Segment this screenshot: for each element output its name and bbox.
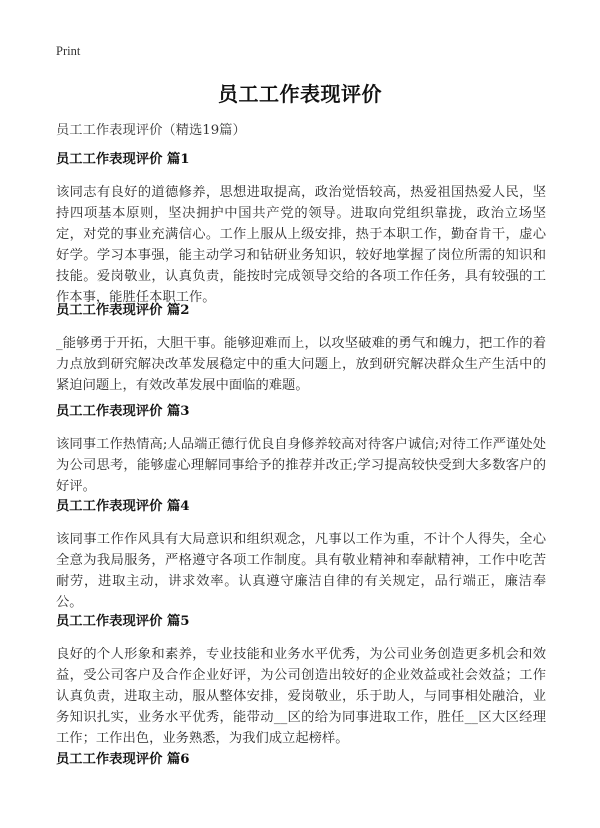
section-heading: 员工工作表现评价 篇1 — [56, 152, 190, 167]
section-heading: 员工工作表现评价 篇6 — [56, 752, 190, 767]
section-body: 良好的个人形象和素养，专业技能和业务水平优秀，为公司业务创造更多机会和效益，受公司客户及合作企业好评，为公司创造出较好的企业效益或社会效益；工作认真负责，进取主动，服从整体安排，爱岗敬业，乐于助人，与同事相处融洽，业务知识扎实，业务水平优秀，能带动__区的给为同事进取工作，胜任__区大区经理工作；工作出色，业务熟悉，为我们成立起榜样。 — [56, 647, 546, 746]
section-2 — [56, 303, 546, 396]
section-heading: 员工工作表现评价 篇2 — [56, 303, 190, 318]
section-body: _能够勇于开拓，大胆干事。能够迎难而上，以攻坚破难的勇气和魄力，把工作的着力点放到研究解决改革发展稳定中的重大问题上，放到研究解决群众生产生活中的紧迫问题上，有效改革发展中面临的难题。 — [56, 336, 546, 393]
section-body: 该同事工作作风具有大局意识和组织观念，凡事以工作为重，不计个人得失，全心全意为我局服务，严格遵守各项工作制度。具有敬业精神和奉献精神，工作中吃苦耐劳，进取主动，讲求效率。认真遵守廉洁自律的有关规定，品行端正，廉洁奉公。 — [56, 532, 546, 610]
section-5 — [56, 614, 546, 749]
print-link[interactable]: Print — [56, 44, 81, 58]
section-heading: 员工工作表现评价 篇3 — [56, 404, 190, 419]
section-heading: 员工工作表现评价 篇4 — [56, 499, 190, 514]
section-heading: 员工工作表现评价 篇5 — [56, 614, 190, 629]
section-3 — [56, 404, 546, 497]
section-6 — [56, 752, 546, 782]
document-subtitle: 员工工作表现评价（精选19篇） — [56, 123, 246, 138]
section-body: 该同志有良好的道德修养，思想进取提高，政治觉悟较高，热爱祖国热爱人民，坚持四项基本原则，坚决拥护中国共产党的领导。进取向党组织靠拢，政治立场坚定，对党的事业充满信心。工作上服从上级安排，热于本职工作，勤奋肯干，虚心好学。学习本事强，能主动学习和钻研业务知识，较好地掌握了岗位所需的知识和技能。爱岗敬业，认真负责，能按时完成领导交给的各项工作任务，具有较强的工作本事，能胜任本职工作。 — [56, 185, 546, 305]
section-body: 该同事工作热情高;人品端正德行优良自身修养较高对待客户诚信;对待工作严谨处处为公司思考，能够虚心理解同事给予的推荐并改正;学习提高较快受到大多数客户的好评。 — [56, 437, 546, 494]
section-4 — [56, 499, 546, 613]
section-1 — [56, 152, 546, 308]
page-title: 员工工作表现评价 — [218, 82, 382, 106]
